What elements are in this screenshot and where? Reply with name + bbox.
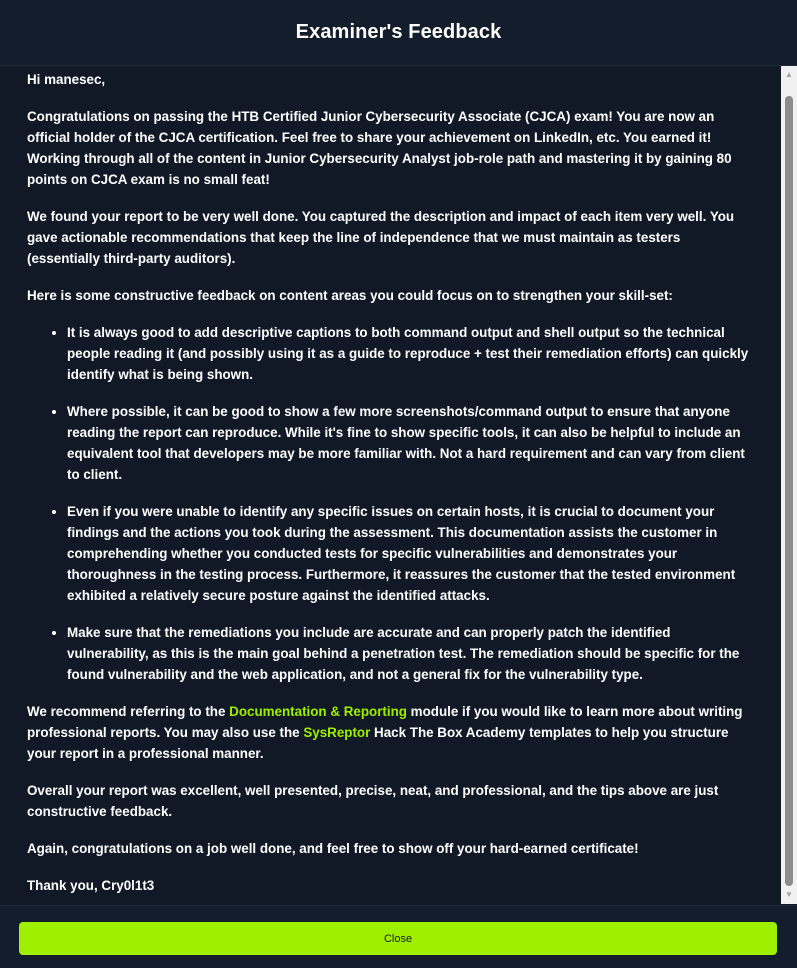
- modal-header: [0, 0, 797, 66]
- feedback-list: [27, 322, 751, 685]
- feedback-intro-paragraph: Here is some constructive feedback on content areas you could focus on to strengthen your skill-set:: [27, 288, 673, 303]
- greeting: Hi manesec,: [27, 72, 106, 87]
- vertical-scrollbar[interactable]: [781, 66, 797, 904]
- scrollbar-thumb[interactable]: [785, 96, 793, 886]
- signoff: Thank you, Cry0l1t3: [27, 878, 155, 893]
- documentation-reporting-link[interactable]: Documentation & Reporting: [229, 704, 407, 719]
- feedback-content: [0, 66, 781, 896]
- sysreptor-link[interactable]: SysReptor: [303, 725, 371, 740]
- recommendation-middle: module if you would like to learn more about writing professional reports. You may also use the: [27, 704, 743, 740]
- feedback-list-item: • Make sure that the remediations you include are accurate and can properly patch the identified vulnerability, as this is the main goal behind a penetration test. The remediation should be specific for the found vulnerability and the web application, and not a general fix for the vulnerability type.: [67, 622, 751, 685]
- feedback-list-item: • Even if you were unable to identify any specific issues on certain hosts, it is crucial to document your findings and the actions you took during the assessment. This documentation assists the customer in comprehending whether you conducted tests for specific vulnerabilities and demonstrates your thoroughness in the testing process. Furthermore, it reassures the customer that the tested environment exhibited a relatively secure posture against the identified attacks.: [67, 501, 751, 606]
- modal-body[interactable]: [0, 66, 781, 904]
- scroll-up-arrow-icon[interactable]: ▲: [785, 70, 793, 79]
- recommendation-suffix: Hack The Box Academy templates to help you structure your report in a professional manner.: [27, 725, 729, 761]
- report-quality-paragraph: We found your report to be very well done. You captured the description and impact of each item very well. You gave actionable recommendations that keep the line of independence that we must maintain as testers (essentially third-party auditors).: [27, 209, 735, 266]
- modal-footer: [0, 905, 797, 968]
- recommendation-paragraph: [27, 701, 751, 764]
- feedback-list-item: • It is always good to add descriptive captions to both command output and shell output so the technical people reading it (and possibly using it as a guide to reproduce + test their remediation efforts) can quickly identify what is being shown.: [67, 322, 751, 385]
- feedback-list-item: • Where possible, it can be good to show a few more screenshots/command output to ensure that anyone reading the report can reproduce. While it's fine to show specific tools, it can also be helpful to include an equivalent tool that developers may be more familiar with. Not a hard requirement and can vary from client to client.: [67, 401, 751, 485]
- congratulations-paragraph: Congratulations on passing the HTB Certified Junior Cybersecurity Associate (CJCA) exam! You are now an official holder of the CJCA certification. Feel free to share your achievement on LinkedIn, etc. You earned it! Working through all of the content in Junior Cybersecurity Analyst job-role path and mastering it by gaining 80 points on CJCA exam is no small feat!: [27, 109, 732, 187]
- scroll-down-arrow-icon[interactable]: ▼: [785, 890, 793, 899]
- recommendation-prefix: We recommend referring to the: [27, 704, 230, 719]
- closing-paragraph: Again, congratulations on a job well done, and feel free to show off your hard-earned certificate!: [27, 841, 639, 856]
- modal-title: Examiner's Feedback: [295, 21, 502, 43]
- close-button[interactable]: Close: [19, 922, 777, 955]
- overall-paragraph: Overall your report was excellent, well presented, precise, neat, and professional, and the tips above are just constructive feedback.: [27, 783, 719, 819]
